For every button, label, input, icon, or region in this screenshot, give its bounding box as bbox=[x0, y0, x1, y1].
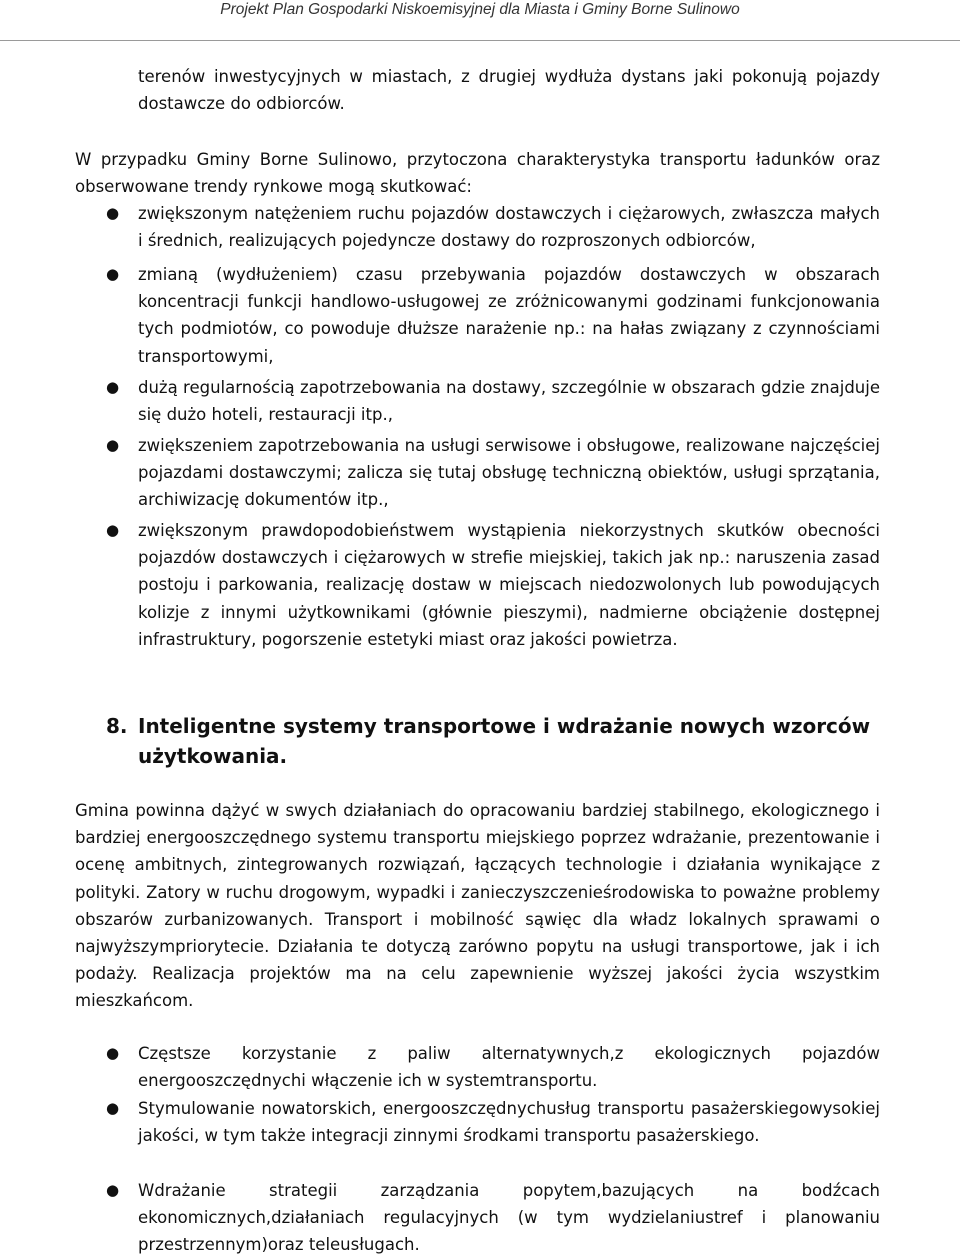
list-item-text: dużą regularnością zapotrzebowania na dostawy, szczególnie w obszarach gdzie znajduje się dużo hoteli, restauracji itp., bbox=[138, 378, 880, 425]
list-item bbox=[0, 517, 960, 653]
bullet-icon: ● bbox=[106, 1099, 120, 1117]
list-item-text: zwiększeniem zapotrzebowania na usługi serwisowe i obsługowe, realizowane najczęściej pojazdami dostawczymi; zalicza się tutaj obsługę techniczną obiektów, usługi sprzątania, archiwizację dokumentów itp., bbox=[138, 436, 880, 510]
section-number: 8. bbox=[106, 714, 128, 738]
section-heading bbox=[106, 711, 896, 771]
list-item-text: zmianą (wydłużeniem) czasu przebywania pojazdów dostawczych w obszarach koncentracji funkcji handlowo-usługowej ze zróżnicowanymi godzinami funkcjonowania tych podmiotów, co powoduje dłuższe narażenie np.: na hałas związany z czynnościami transportowymi, bbox=[138, 265, 880, 366]
list-item bbox=[0, 374, 960, 432]
bullet-icon: ● bbox=[106, 436, 120, 454]
continuation-text: terenów inwestycyjnych w miastach, z drugiej wydłuża dystans jaki pokonują pojazdy dostawcze do odbiorców. bbox=[138, 67, 880, 114]
list-item bbox=[0, 261, 960, 374]
list-item bbox=[0, 432, 960, 517]
list-item-text: Wdrażanie strategii zarządzania popytem,bazujących na bodźcach ekonomicznych,działaniach regulacyjnych (w tym wydzielaniustref i planowaniu przestrzennym)oraz teleusługach. bbox=[138, 1181, 880, 1255]
section-paragraph: Gmina powinna dążyć w swych działaniach do opracowaniu bardziej stabilnego, ekologicznego i bardziej energooszczędnego systemu transportu miejskiego poprzez wdrażanie, prezentowanie i ocenę ambitnych, zintegrowanych rozwiązań, łączących technologie i działania wynikające z polityki. Zatory w ruchu drogowym, wypadki i zanieczyszczenieśrodowiska to poważne problemy obszarów zurbanizowanych. Transport i mobilność sąwięc dla władz lokalnych sprawami o najwyższympriorytecie. Działania te dotyczą zarówno popytu na usługi transportowe, jak i ich podaży. Realizacja projektów ma na celu zapewnienie wyższej jakości życia wszystkim mieszkańcom. bbox=[75, 801, 880, 1011]
section-title: Inteligentne systemy transportowe i wdrażanie nowych wzorców użytkowania. bbox=[138, 714, 871, 768]
list-item-text: zwiększonym natężeniem ruchu pojazdów dostawczych i ciężarowych, zwłaszcza małych i średnich, realizujących pojedyncze dostawy do rozproszonych odbiorców, bbox=[138, 204, 880, 251]
bullet-icon: ● bbox=[106, 1181, 120, 1199]
header-title: Projekt Plan Gospodarki Niskoemisyjnej dla Miasta i Gminy Borne Sulinowo bbox=[220, 1, 740, 18]
list-item bbox=[0, 200, 960, 261]
bullet-icon: ● bbox=[106, 265, 120, 283]
impacts-list bbox=[0, 200, 960, 653]
intro-paragraph: W przypadku Gminy Borne Sulinowo, przytoczona charakterystyka transportu ładunków oraz obserwowane trendy rynkowe mogą skutkować: bbox=[75, 150, 880, 197]
page-header bbox=[0, 0, 960, 41]
bullet-icon: ● bbox=[106, 204, 120, 222]
list-item-text: zwiększonym prawdopodobieństwem wystąpienia niekorzystnych skutków obecności pojazdów dostawczych i ciężarowych w strefie miejskiej, takich jak np.: naruszenia zasad postoju i parkowania, realizację dostaw w miejscach niedozwolonych lub powodujących kolizje z innymi użytkownikami (głównie pieszymi), nadmierne obciążenie dostępnej infrastruktury, pogorszenie estetyki miast oraz jakości powietrza. bbox=[138, 521, 880, 649]
list-item bbox=[0, 1177, 960, 1259]
actions-list bbox=[0, 1040, 960, 1259]
bullet-icon: ● bbox=[106, 1044, 120, 1062]
bullet-icon: ● bbox=[106, 521, 120, 539]
list-item-text: Stymulowanie nowatorskich, energooszczędnychusług transportu pasażerskiegowysokiej jakości, w tym także integracji zinnymi środkami transportu pasażerskiego. bbox=[138, 1099, 880, 1146]
list-item bbox=[0, 1095, 960, 1177]
list-item bbox=[0, 1040, 960, 1095]
list-item-text: Częstsze korzystanie z paliw alternatywnych,z ekologicznych pojazdów energooszczędnychi włączenie ich w systemtransportu. bbox=[138, 1044, 880, 1091]
bullet-icon: ● bbox=[106, 378, 120, 396]
